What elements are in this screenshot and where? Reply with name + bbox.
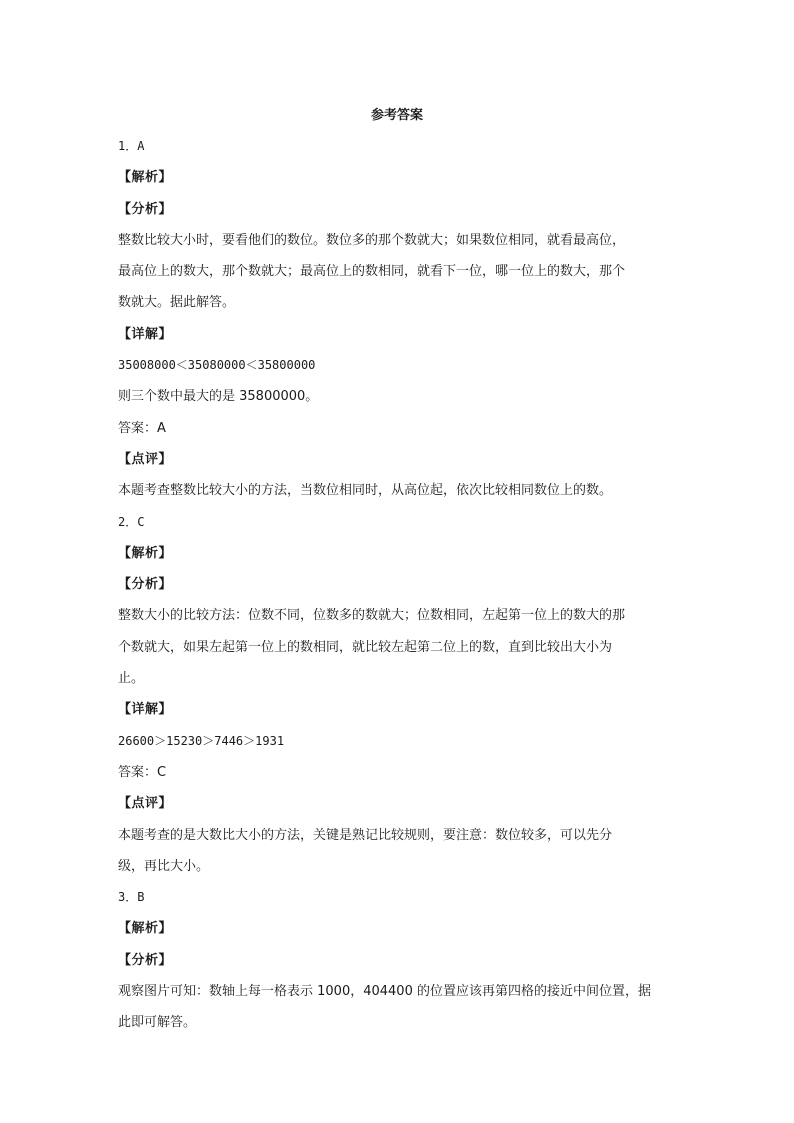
section-heading: 【点评】 <box>118 796 173 812</box>
text-line: 止。 <box>118 671 145 687</box>
text-line: 个数就大，如果左起第一位上的数相同，就比较左起第二位上的数，直到比较出大小为 <box>118 639 613 655</box>
text-line: 答案：A <box>118 420 166 436</box>
text-line: 本题考查的是大数比大小的方法，关键是熟记比较规则，要注意：数位较多，可以先分 <box>118 827 613 843</box>
text-line: 整数比较大小时，要看他们的数位。数位多的那个数就大；如果数位相同，就看最高位， <box>118 232 626 248</box>
section-heading: 【点评】 <box>118 451 173 467</box>
text-line: 级，再比大小。 <box>118 858 210 874</box>
section-heading: 【解析】 <box>118 170 173 186</box>
page-title: 参考答案 <box>370 108 423 123</box>
text-line: 则三个数中最大的是 35800000。 <box>118 389 319 405</box>
text-line: 此即可解答。 <box>118 1015 197 1031</box>
answer-line: 2．C <box>118 514 145 529</box>
text-line: 观察图片可知：数轴上每一格表示 1000，404400 的位置应该再第四格的接近中间位置，据 <box>118 984 651 1000</box>
text-line: 答案：C <box>118 764 167 780</box>
section-heading: 【详解】 <box>118 326 173 342</box>
section-heading: 【分析】 <box>118 577 173 593</box>
answer-line: 3．B <box>118 890 145 905</box>
section-heading: 【解析】 <box>118 921 173 937</box>
answer-content <box>118 131 678 1039</box>
section-heading: 【分析】 <box>118 201 173 217</box>
text-line: 整数大小的比较方法：位数不同，位数多的数就大；位数相同，左起第一位上的数大的那 <box>118 608 626 624</box>
answer-line: 26600＞15230＞7446＞1931 <box>118 733 285 748</box>
section-heading: 【分析】 <box>118 952 173 968</box>
answer-line: 1．A <box>118 139 145 153</box>
section-heading: 【详解】 <box>118 702 173 718</box>
answer-line: 35008000＜35080000＜35800000 <box>118 358 316 373</box>
text-line: 本题考查整数比较大小的方法，当数位相同时，从高位起，依次比较相同数位上的数。 <box>118 483 613 499</box>
text-line: 最高位上的数大，那个数就大；最高位上的数相同，就看下一位，哪一位上的数大，那个 <box>118 264 626 280</box>
section-heading: 【解析】 <box>118 545 173 561</box>
text-line: 数就大。据此解答。 <box>118 295 236 311</box>
